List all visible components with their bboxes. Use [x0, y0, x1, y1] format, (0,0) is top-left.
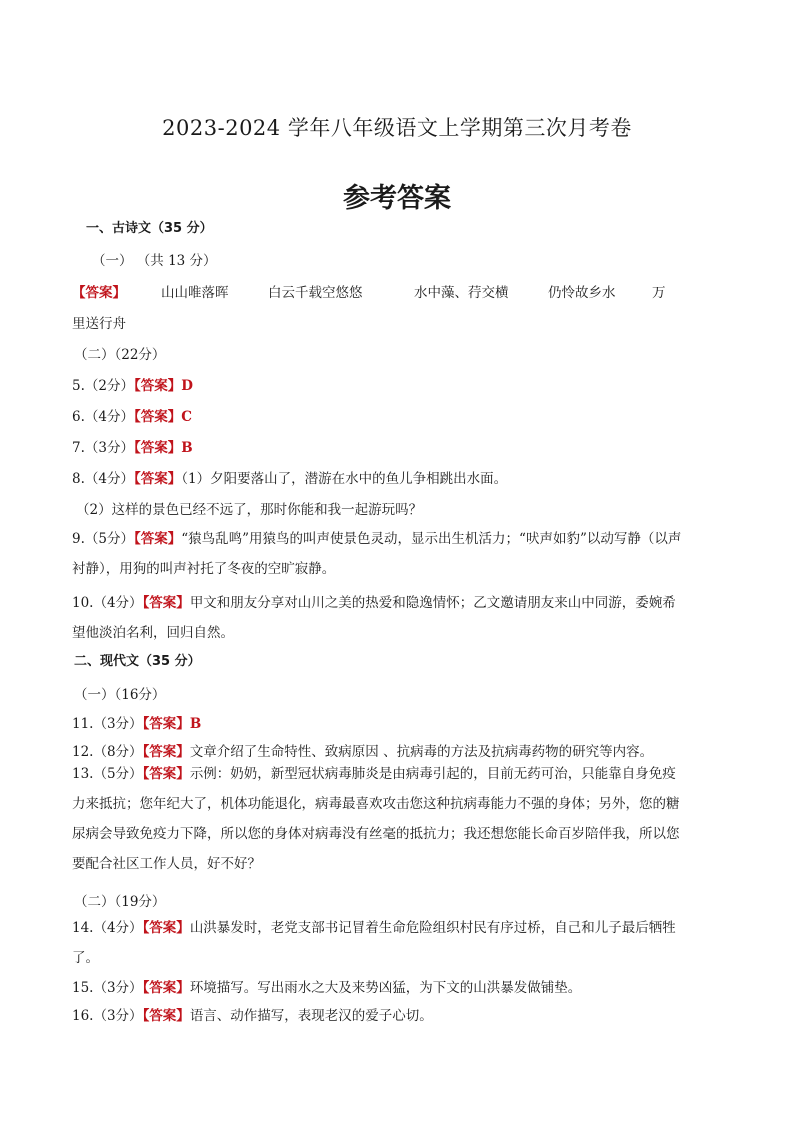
q6-line [72, 405, 192, 425]
q11-answer: B [189, 716, 202, 732]
q1-answer-2: 白云千载空悠悠 [268, 285, 363, 301]
q9-answer: “猿鸟乱鸣”用猿鸟的叫声使景色灵动，显示出生机活力；“吠声如豹”以动写静（以声衬静），用狗的叫声衬托了冬夜的空旷寂静。 [72, 531, 682, 577]
q9-paragraph [72, 524, 688, 584]
q8-line [72, 467, 507, 487]
part-heading-1: （一） （共 13 分） [92, 253, 217, 269]
q14-prefix: 14.（4分） [72, 920, 143, 936]
q5-prefix: 5.（2分） [72, 378, 134, 394]
section-heading-classical: 一、古诗文（35 分） [86, 221, 213, 236]
q1-answer-3: 水中藻、荇交横 [414, 285, 509, 301]
q16-prefix: 16.（3分） [72, 1008, 143, 1024]
q8-answer-2: （2）这样的景色已经不远了，那时你能和我一起游玩吗？ [76, 502, 423, 518]
answer-tag: 【答案】 [133, 440, 182, 456]
q16-answer: 语言、动作描写，表现老汉的爱子心切。 [189, 1008, 433, 1024]
q10-prefix: 10.（4分） [72, 595, 143, 611]
q6-prefix: 6.（4分） [72, 409, 134, 425]
q7-line [72, 436, 193, 456]
q11-line [72, 712, 201, 732]
q15-line [72, 976, 581, 996]
answer-key-heading: 参考答案 [343, 183, 451, 214]
q13-paragraph [72, 759, 688, 879]
q1-answer-tag [72, 281, 126, 301]
q11-prefix: 11.（3分） [72, 716, 143, 732]
q15-answer: 环境描写。写出雨水之大及来势凶猛，为下文的山洪暴发做铺垫。 [189, 980, 582, 996]
answer-tag: 【答案】 [133, 471, 182, 487]
q5-answer: D [181, 378, 193, 394]
q1-answer-4: 仍怜故乡水 [548, 285, 616, 301]
answer-tag: 【答案】 [133, 378, 182, 394]
answer-tag: 【答案】 [142, 920, 190, 936]
q15-prefix: 15.（3分） [72, 980, 143, 996]
q16-line [72, 1004, 433, 1024]
q13-prefix: 13.（5分） [72, 766, 143, 782]
q1-answer-1: 山山唯落晖 [161, 285, 229, 301]
q12-line [72, 740, 653, 760]
answer-tag: 【答案】 [72, 285, 126, 301]
q8-answer-1: （1）夕阳要落山了，潜游在水中的鱼儿争相跳出水面。 [181, 471, 508, 487]
q14-paragraph [72, 913, 688, 973]
section-heading-modern: 二、现代文（35 分） [74, 654, 201, 669]
answer-tag: 【答案】 [133, 531, 182, 547]
q7-prefix: 7.（3分） [72, 440, 134, 456]
q5-line [72, 374, 193, 394]
q13-answer: 示例：奶奶，新型冠状病毒肺炎是由病毒引起的，目前无药可治，只能靠自身免疫力来抵抗；您年纪大了，机体功能退化，病毒最喜欢攻击您这种抗病毒能力不强的身体；另外，您的糖尿病会导致免疫力下降，所以您的身体对病毒没有丝毫的抵抗力；我还想您能长命百岁陪伴我，所以您要配合社区工作人员，好不好？ [72, 766, 680, 872]
answer-tag: 【答案】 [142, 716, 190, 732]
q8-prefix: 8.（4分） [72, 471, 134, 487]
q12-prefix: 12.（8分） [72, 744, 143, 760]
answer-tag: 【答案】 [142, 980, 190, 996]
q10-paragraph [72, 588, 688, 648]
q1-answer-5-end: 里送行舟 [72, 316, 126, 332]
q1-answer-5-start: 万 [652, 285, 666, 301]
part-heading-3: （一）（16分） [74, 687, 166, 703]
document-title: 2023-2024 学年八年级语文上学期第三次月考卷 [162, 116, 632, 140]
part-heading-2: （二）（22分） [74, 347, 166, 363]
q14-answer: 山洪暴发时，老党支部书记冒着生命危险组织村民有序过桥，自己和儿子最后牺牲了。 [72, 920, 676, 966]
part-heading-4: （二）（19分） [74, 894, 166, 910]
q12-answer: 文章介绍了生命特性、致病原因 、抗病毒的方法及抗病毒药物的研究等内容。 [189, 744, 654, 760]
q6-answer: C [181, 409, 192, 425]
q9-prefix: 9.（5分） [72, 531, 134, 547]
answer-tag: 【答案】 [142, 1008, 190, 1024]
answer-tag: 【答案】 [142, 595, 190, 611]
answer-tag: 【答案】 [142, 744, 190, 760]
answer-tag: 【答案】 [133, 409, 182, 425]
q10-answer: 甲文和朋友分享对山川之美的热爱和隐逸情怀；乙文邀请朋友来山中同游，委婉希望他淡泊名利，回归自然。 [72, 595, 676, 641]
q7-answer: B [181, 440, 193, 456]
answer-tag: 【答案】 [142, 766, 190, 782]
